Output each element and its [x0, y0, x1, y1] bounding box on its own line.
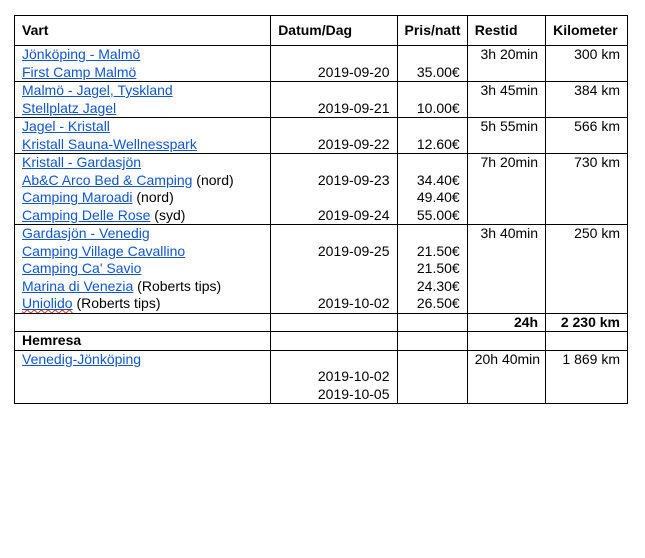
table-row: [15, 118, 628, 154]
date-value: [278, 351, 389, 369]
destination-line: [22, 351, 263, 369]
km-value: 384 km: [574, 82, 620, 98]
destination-note: (nord): [132, 189, 174, 205]
price-value: 24.30€: [416, 277, 460, 294]
destination-link[interactable]: Camping Delle Rose: [22, 206, 151, 223]
restid-cell: [467, 82, 545, 118]
price-value: 21.50€: [416, 260, 460, 276]
destination-line: [22, 189, 263, 207]
km-value: 566 km: [574, 118, 620, 134]
restid-cell: [467, 350, 545, 404]
date-value: [278, 154, 389, 172]
restid-value: 5h 55min: [480, 118, 539, 134]
empty-cell: [546, 332, 628, 351]
spellcheck-underline: Uniolido: [22, 295, 73, 311]
empty-cell: [467, 332, 545, 351]
price-value: 26.50€: [416, 295, 460, 311]
destination-link[interactable]: [22, 295, 73, 311]
date-cell: [271, 154, 397, 225]
date-value: 2019-09-22: [317, 135, 390, 152]
header-datum: Datum/Dag: [271, 16, 397, 46]
km-cell: [546, 82, 628, 118]
destination-link[interactable]: Malmö - Jagel, Tyskland: [22, 82, 173, 98]
price-value: 55.00€: [416, 206, 460, 223]
date-cell: [271, 118, 397, 154]
destination-cell: [15, 154, 271, 225]
restid-cell: [467, 118, 545, 154]
destination-line: [22, 154, 263, 172]
destination-line: [22, 207, 263, 225]
destination-link[interactable]: Marina di Venezia: [22, 277, 134, 294]
date-value: [278, 260, 389, 278]
destination-line: [22, 243, 263, 261]
date-cell: [271, 225, 397, 314]
destination-line: [22, 172, 263, 190]
destination-cell: [15, 46, 271, 82]
table-row: [15, 225, 628, 314]
date-value: 2019-09-21: [317, 99, 390, 116]
date-value: [278, 46, 389, 64]
date-value: 2019-09-25: [317, 242, 390, 259]
destination-line: [22, 136, 263, 154]
price-value: [405, 82, 460, 100]
price-value: 12.60€: [416, 135, 460, 152]
date-value: [278, 189, 389, 207]
price-cell: [397, 46, 467, 82]
destination-line: [22, 118, 263, 136]
destination-link[interactable]: Jagel - Kristall: [22, 118, 110, 134]
header-km: Kilometer: [546, 16, 628, 46]
trip-table-body: [15, 46, 628, 404]
table-row: [15, 154, 628, 225]
destination-line: [22, 260, 263, 278]
date-value: 2019-09-24: [317, 206, 390, 223]
destination-line: [22, 295, 263, 313]
price-cell: [397, 118, 467, 154]
restid-value: 3h 20min: [480, 46, 539, 62]
total-km: 2 230 km: [546, 313, 628, 332]
destination-link[interactable]: Kristall Sauna-Wellnesspark: [22, 135, 197, 152]
destination-cell: [15, 118, 271, 154]
price-value: 34.40€: [416, 171, 460, 188]
price-cell: [397, 154, 467, 225]
trip-table: [14, 15, 628, 404]
destination-link[interactable]: Ab&C Arco Bed & Camping: [22, 171, 193, 188]
restid-value: 7h 20min: [480, 154, 539, 170]
price-value: 49.40€: [416, 189, 460, 205]
destination-cell: [15, 350, 271, 404]
date-cell: [271, 350, 397, 404]
empty-cell: [15, 313, 271, 332]
destination-note: (Roberts tips): [72, 295, 161, 311]
destination-line: [22, 64, 263, 82]
totals-row: [15, 313, 628, 332]
table-row: [15, 82, 628, 118]
empty-cell: [271, 332, 397, 351]
destination-link[interactable]: Stellplatz Jagel: [22, 99, 117, 116]
table-row: [15, 46, 628, 82]
km-value: 250 km: [574, 225, 620, 241]
header-pris: Pris/natt: [397, 16, 467, 46]
date-value: [278, 278, 389, 296]
date-value: 2019-10-02: [317, 295, 390, 311]
date-value: 2019-09-23: [317, 171, 390, 188]
destination-link[interactable]: Jönköping - Malmö: [22, 46, 141, 62]
destination-line: [22, 278, 263, 296]
km-cell: [546, 350, 628, 404]
destination-line: [22, 225, 263, 243]
destination-note: (syd): [150, 206, 186, 223]
total-restid: 24h: [467, 313, 545, 332]
date-cell: [271, 46, 397, 82]
destination-link[interactable]: Venedig-Jönköping: [22, 350, 142, 367]
price-cell: [397, 350, 467, 404]
empty-cell: [397, 313, 467, 332]
price-value: [405, 118, 460, 136]
date-value: 2019-10-05: [317, 385, 390, 402]
km-cell: [546, 118, 628, 154]
destination-link[interactable]: Kristall - Gardasjön: [22, 154, 142, 170]
restid-value: 20h 40min: [474, 350, 541, 367]
date-value: [278, 118, 389, 136]
destination-link[interactable]: Camping Village Cavallino: [22, 242, 186, 259]
price-value: 10.00€: [416, 99, 460, 116]
destination-link[interactable]: Camping Maroadi: [22, 189, 133, 205]
price-cell: [397, 225, 467, 314]
km-value: 730 km: [574, 154, 620, 170]
restid-value: 3h 45min: [480, 82, 539, 98]
restid-cell: [467, 225, 545, 314]
price-value: [405, 154, 460, 172]
empty-cell: [397, 332, 467, 351]
km-cell: [546, 225, 628, 314]
price-value: 21.50€: [416, 242, 460, 259]
header-vart: Vart: [15, 16, 271, 46]
date-value: 2019-09-20: [317, 63, 390, 80]
date-value: [278, 225, 389, 243]
header-restid: Restid: [467, 16, 545, 46]
price-value: 35.00€: [416, 63, 460, 80]
restid-cell: [467, 46, 545, 82]
destination-link[interactable]: First Camp Malmö: [22, 63, 137, 80]
price-value: [405, 225, 460, 243]
restid-cell: [467, 154, 545, 225]
hemresa-label: Hemresa: [15, 332, 271, 351]
destination-link[interactable]: Gardasjön - Venedig: [22, 225, 150, 241]
date-value: [278, 82, 389, 100]
destination-note: (nord): [192, 171, 234, 188]
price-value: [405, 46, 460, 64]
destination-line: [22, 100, 263, 118]
km-value: 1 869 km: [562, 350, 620, 367]
empty-cell: [271, 313, 397, 332]
destination-line: [22, 46, 263, 64]
destination-cell: [15, 225, 271, 314]
destination-note: (Roberts tips): [133, 277, 222, 294]
restid-value: 3h 40min: [480, 225, 539, 241]
hemresa-header-row: [15, 332, 628, 351]
km-value: 300 km: [574, 46, 620, 62]
km-cell: [546, 46, 628, 82]
header-row: [15, 16, 628, 46]
destination-link[interactable]: Camping Ca' Savio: [22, 260, 142, 276]
destination-cell: [15, 82, 271, 118]
date-value: 2019-10-02: [317, 368, 390, 384]
date-cell: [271, 82, 397, 118]
destination-line: [22, 82, 263, 100]
hemresa-row: [15, 350, 628, 404]
price-cell: [397, 82, 467, 118]
km-cell: [546, 154, 628, 225]
